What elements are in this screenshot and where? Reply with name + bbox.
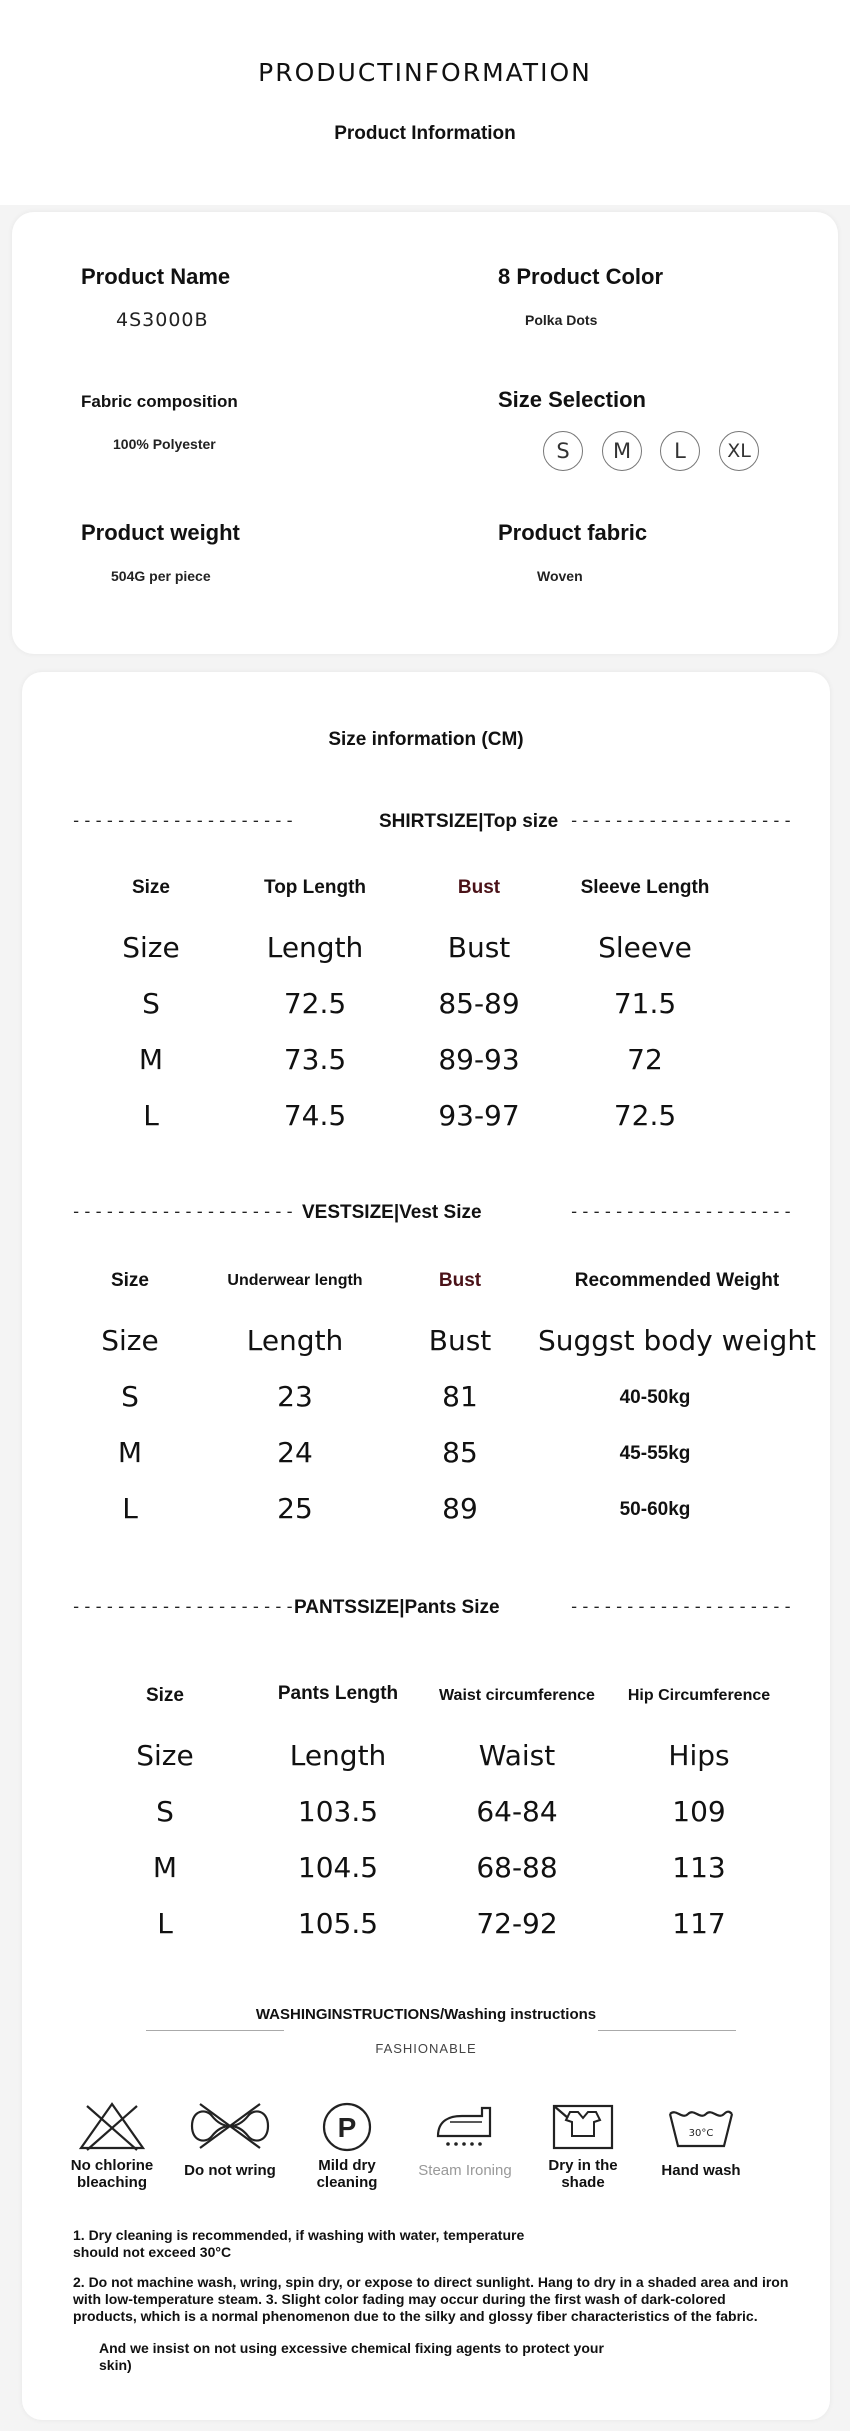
fabric-composition-value: 100% Polyester [113, 436, 216, 452]
table-cell: 93-97 [438, 1099, 520, 1132]
shirt-header-length: Top Length [263, 877, 367, 898]
table-cell: 73.5 [283, 1043, 347, 1076]
no-chlorine-bleaching-icon [67, 2100, 157, 2152]
hand-wash-temp: 30°C [688, 2128, 714, 2139]
table-cell: 117 [672, 1907, 726, 1940]
icon-label: Hand wash [661, 2162, 741, 2179]
pants-sub-hips: Hips [668, 1739, 730, 1772]
pants-divider-left: -------------------- [71, 1597, 296, 1617]
table-cell: 81 [442, 1380, 478, 1413]
product-info-card [12, 212, 838, 654]
svg-text:P: P [337, 2112, 357, 2143]
size-option-xl[interactable]: XL [719, 431, 759, 471]
page-subtitle: Product Information [334, 123, 516, 144]
size-info-title: Size information (CM) [328, 729, 524, 750]
table-cell: L [122, 1492, 138, 1525]
vest-divider-left: -------------------- [71, 1202, 296, 1222]
do-not-wring-icon [185, 2100, 275, 2152]
vest-sub-bust: Bust [428, 1324, 492, 1357]
vest-header-weight: Recommended Weight [574, 1270, 780, 1291]
shirt-sub-length: Length [266, 931, 364, 964]
shirt-divider-right: -------------------- [569, 811, 794, 831]
icon-label: Steam Ironing [418, 2162, 512, 2179]
mild-dry-cleaning-icon [302, 2100, 392, 2156]
product-name-label: Product Name [81, 264, 231, 289]
pants-sub-length: Length [289, 1739, 387, 1772]
icon-label: Do not wring [184, 2162, 276, 2179]
table-cell: 89 [442, 1492, 478, 1525]
washing-note-3: And we insist on not using excessive chemical fixing agents to protect your skin) [99, 2340, 604, 2373]
table-cell: 103.5 [297, 1795, 379, 1828]
pants-header-length: Pants Length [277, 1683, 399, 1704]
size-selection-label: Size Selection [498, 387, 646, 412]
vest-header-length: Underwear length [227, 1272, 363, 1289]
pants-divider-right: -------------------- [569, 1597, 794, 1617]
table-cell: 72-92 [476, 1907, 558, 1940]
size-option-s[interactable]: S [543, 431, 583, 471]
table-cell: M [138, 1043, 164, 1076]
table-cell: 89-93 [438, 1043, 520, 1076]
product-color-value: Polka Dots [525, 312, 598, 328]
table-cell: 72.5 [283, 987, 347, 1020]
product-fabric-label: Product fabric [498, 520, 648, 545]
header-section [0, 0, 850, 205]
table-cell: 104.5 [297, 1851, 379, 1884]
table-cell: 85 [442, 1436, 478, 1469]
table-cell: S [156, 1795, 174, 1828]
vest-divider-right: -------------------- [569, 1202, 794, 1222]
washing-note-2: 2. Do not machine wash, wring, spin dry, or expose to direct sunlight. Hang to dry in a shaded area and iron with low-temperature steam. 3. Slight color fading may occur during the first wash of dark-colored products, which is a normal phenomenon due to the silky and glossy fiber characteristics of the fabric. [73, 2274, 789, 2324]
size-option-m[interactable]: M [602, 431, 642, 471]
pants-header-size: Size [145, 1685, 185, 1706]
pants-size-heading: PANTSSIZE|Pants Size [294, 1597, 500, 1618]
table-cell: 71.5 [613, 987, 677, 1020]
vest-size-heading: VESTSIZE|Vest Size [302, 1202, 482, 1223]
fabric-composition-label: Fabric composition [81, 392, 238, 411]
table-cell: 68-88 [476, 1851, 558, 1884]
washing-divider-left [146, 2030, 284, 2031]
dry-in-shade-icon [538, 2100, 628, 2152]
vest-header-size: Size [110, 1270, 150, 1291]
hand-wash-icon [656, 2100, 746, 2152]
washing-note-1: 1. Dry cleaning is recommended, if washing with water, temperature should not exceed 30°C [73, 2227, 525, 2260]
table-cell: 40-50kg [619, 1387, 691, 1408]
table-cell: 45-55kg [619, 1443, 691, 1464]
size-info-card [22, 672, 830, 2420]
table-cell: 113 [672, 1851, 726, 1884]
shirt-sub-sleeve: Sleeve [598, 931, 692, 964]
table-cell: L [143, 1099, 159, 1132]
pants-sub-waist: Waist [478, 1739, 556, 1772]
washing-title: WASHINGINSTRUCTIONS/Washing instructions [255, 2006, 597, 2023]
table-cell: 50-60kg [619, 1499, 691, 1520]
shirt-divider-left: -------------------- [71, 811, 296, 831]
table-cell: M [152, 1851, 178, 1884]
icon-label: Dry in the shade [548, 2157, 618, 2191]
shirt-sub-size: Size [122, 931, 180, 964]
page-title: PRODUCTINFORMATION [258, 58, 592, 87]
table-cell: 72.5 [613, 1099, 677, 1132]
table-cell: M [117, 1436, 143, 1469]
table-cell: 23 [277, 1380, 313, 1413]
product-weight-label: Product weight [81, 520, 240, 545]
shirt-header-bust: Bust [457, 877, 501, 898]
vest-sub-weight: Suggst body weight [537, 1324, 817, 1357]
washing-subtitle: FASHIONABLE [375, 2041, 477, 2056]
shirt-header-sleeve: Sleeve Length [580, 877, 710, 898]
shirt-header-size: Size [131, 877, 171, 898]
washing-divider-right [598, 2030, 736, 2031]
table-cell: L [157, 1907, 173, 1940]
product-weight-value: 504G per piece [111, 568, 211, 584]
icon-label: No chlorine bleaching [70, 2157, 154, 2191]
size-option-l[interactable]: L [660, 431, 700, 471]
table-cell: 24 [277, 1436, 313, 1469]
shirt-sub-bust: Bust [447, 931, 511, 964]
shirt-size-heading: SHIRTSIZE|Top size [379, 811, 559, 832]
table-cell: S [142, 987, 160, 1020]
table-cell: S [121, 1380, 139, 1413]
steam-ironing-icon [420, 2100, 510, 2152]
table-cell: 105.5 [297, 1907, 379, 1940]
vest-sub-size: Size [101, 1324, 159, 1357]
product-color-label: 8 Product Color [498, 264, 664, 289]
vest-sub-length: Length [246, 1324, 344, 1357]
icon-label: Mild dry cleaning [316, 2157, 378, 2191]
product-fabric-value: Woven [537, 568, 583, 584]
pants-header-hips: Hip Circumference [627, 1687, 771, 1704]
table-cell: 74.5 [283, 1099, 347, 1132]
pants-sub-size: Size [136, 1739, 194, 1772]
product-name-value: 4S3000B [116, 309, 209, 331]
vest-header-bust: Bust [438, 1270, 482, 1291]
table-cell: 109 [672, 1795, 726, 1828]
table-cell: 25 [277, 1492, 313, 1525]
pants-header-waist: Waist circumference [439, 1687, 595, 1704]
table-cell: 85-89 [438, 987, 520, 1020]
table-cell: 64-84 [476, 1795, 558, 1828]
table-cell: 72 [627, 1043, 663, 1076]
